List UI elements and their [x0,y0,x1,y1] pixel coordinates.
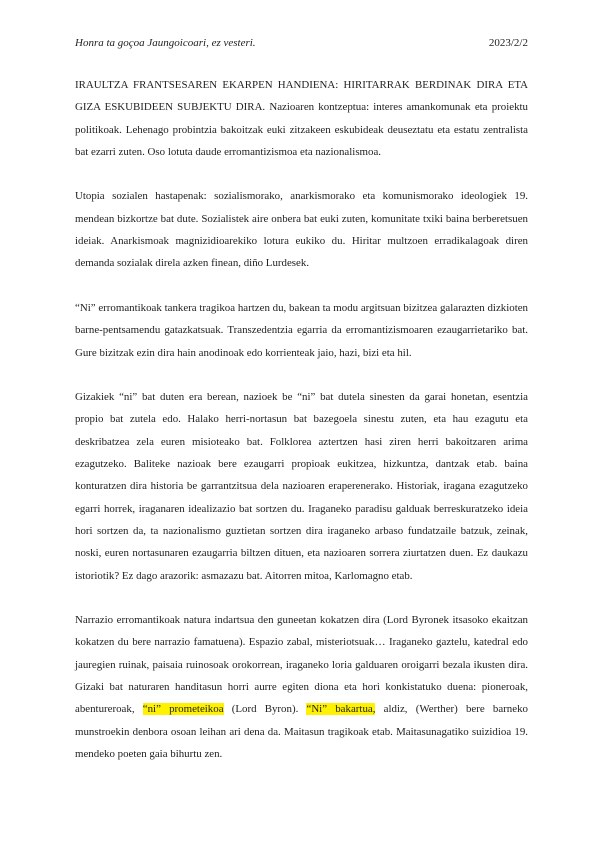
paragraph [75,609,528,765]
paragraph: Utopia sozialen hastapenak: sozialismorako, anarkismorako eta komunismorako ideologiek 19. mendean bizkortze bat dute. Sozialistek aire onbera bat euki zuten, komunitate txiki baina berberetsuen ideiak. Anarkismoak magnizidioarekiko lotura eukiko du. Hiritar multzoen erradikalagoak diren demanda sozialak direla azken finean, diño Lurdesek. [75,190,528,270]
highlighted-text: “Ni” bakartua, [306,703,376,716]
document-body [75,74,528,788]
paragraph: “Ni” erromantikoak tankera tragikoa hartzen du, bakean ta modu argitsuan bizitzea galarazten dizkioten barne-pentsamendu gatazkatsuak. Transzedentzia egarria da erromantizismoaren ezaugarrietariko bat. Gure bizitzak ezin dira hain anodinoak edo korrienteak jaio, hazi, bizi eta hil. [75,301,528,359]
paragraph-text: Nazioaren kontzeptua: interes amankomunak eta proiektu politikoak. Lehenago probintzia bakoitzak euki zitzakeen eskubideak deuseztatu eta estatu zentralista bat ezarri zuten. Oso lotuta daude erromantizismoa eta nazionalismoa. [75,101,528,158]
paragraph [75,74,528,163]
paragraph: Gizakiek “ni” bat duten era berean, nazioek be “ni” bat dutela sinesten da garai honetan, esentzia propio bat zutela edo. Halako herri-nortasun bat bazegoela sinestu zuten, eta hau ezagutu eta deskribatzea zela euren misioteako bat. Folklorea aztertzen hasi ziren herri bakoitzaren arima ezagutzeko. Baliteke nazioak bere ezaugarri propioak eukitzea, hizkuntza, dantzak etab. baina konturatzen dira historia be garrantzitsua dela nazioaren eraperenerako. Historiak, iragana ezagutzeko egarri horrek, iraganaren idealizazio bat sortzen du. Iraganeko paradisu galduak berreskuratzeko ideia hori sortzen da, ta nazionalismo guztietan sortzen dira iraganeko arbaso fundatzaile batzuk, zeinak, noski, euren nortasunaren ezaugarria biltzen dituen, eta nazioaren sorrera ziurtatzen duen. Ez daukazu istoriotik? Ez dago arazorik: asmazazu bat. Aitorren mitoa, Karlomagno etab. [75,391,528,582]
paragraph-text: aldiz, (Werther) bere barneko munstroekin denbora osoan leihan ari dena da. Maitasun tragikoak etab. Maitasunagatiko suizidioa 19. mendeko poeten gaia bihurtu zen. [75,703,528,760]
paragraph-text: (Lord Byron). [223,703,307,716]
section-heading: IRAULTZA FRANTSESAREN EKARPEN HANDIENA: HIRITARRAK BERDINAK DIRA ETA GIZA ESKUBIDEEN SUBJEKTU DIRA. [75,79,528,114]
page-header [75,37,528,49]
paragraph-text: Narrazio erromantikoak natura indartsua den guneetan kokatzen dira (Lord Byronek itsasoko ekaitzan kokatzen du bere narrazio famatuena). Espazio zabal, misteriotsuak… Iraganeko gaztelu, katedral edo jauregien ruinak, paisaia ruinosoak orokorrean, iraganeko loria galduaren oroigarri bezala ikusten dira. Gizaki bat naturaren handitasun horri aurre egiten diona eta hori konkistatuko duena: pioneroak, abentureroak, [75,614,528,716]
header-date: 2023/2/2 [488,37,528,49]
header-motto: Honra ta goçoa Jaungoicoari, ez vesteri. [75,37,256,49]
highlighted-text: “ni” prometeikoa [142,703,224,716]
